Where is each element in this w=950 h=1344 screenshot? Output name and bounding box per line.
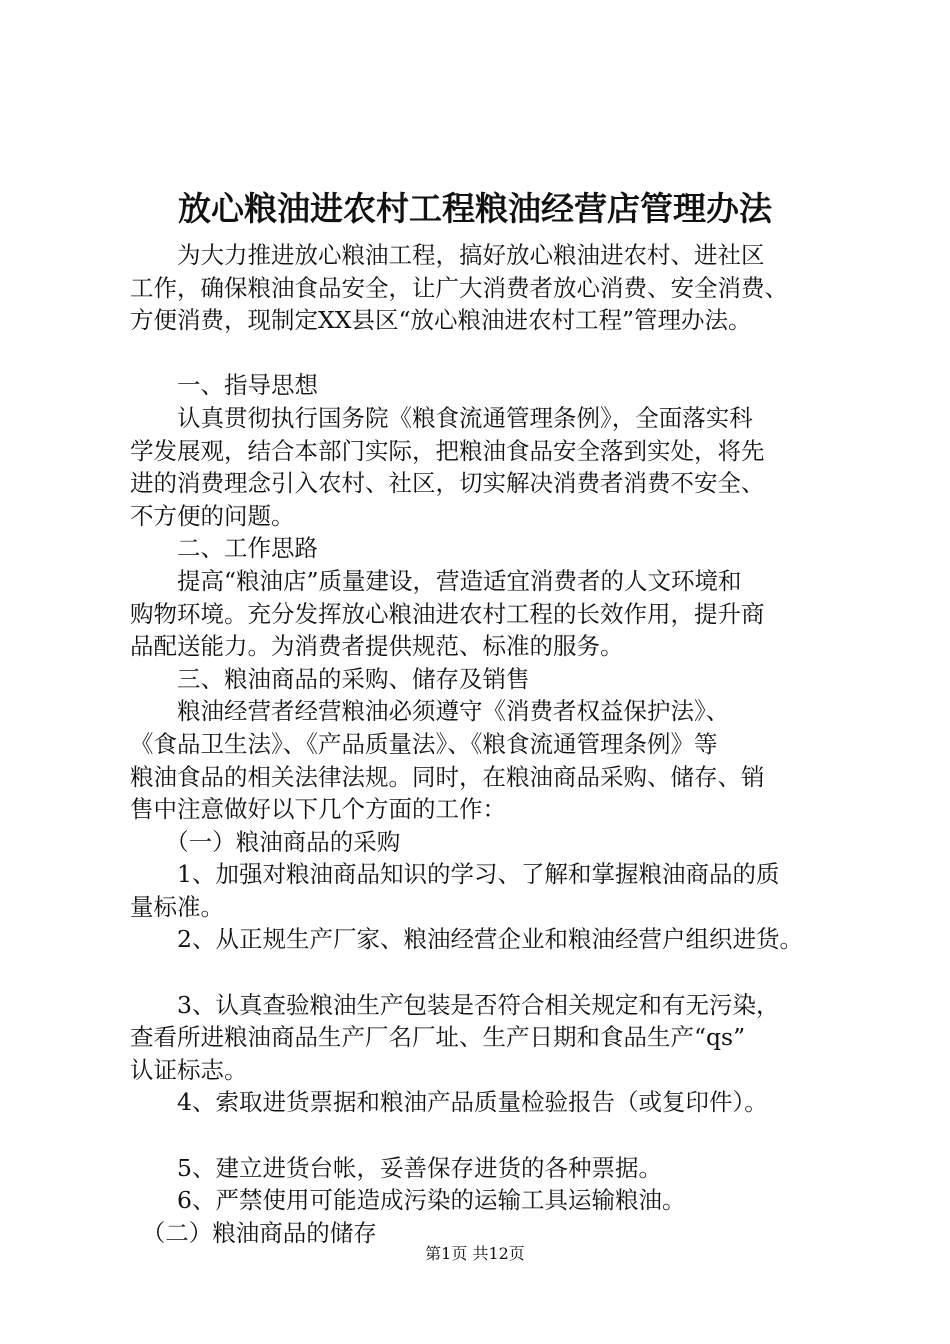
text-line: 粮油食品的相关法律法规。同时，在粮油商品采购、储存、销 — [130, 762, 765, 791]
text-line: 学发展观，结合本部门实际，把粮油食品安全落到实处，将先 — [130, 436, 765, 465]
text-line: 不方便的问题。 — [130, 501, 295, 530]
blank-line — [130, 337, 850, 370]
text-line: 2、从正规生产厂家、粮油经营企业和粮油经营户组织进货。 — [130, 925, 803, 954]
text-line: 购物环境。充分发挥放心粮油进农村工程的长效作用，提升商 — [130, 599, 765, 628]
text-line: 5、建立进货台帐，妥善保存进货的各种票据。 — [130, 1153, 662, 1182]
text-line: （一）粮油商品的采购 — [130, 827, 401, 856]
text-line: 4、索取进货票据和粮油产品质量检验报告（或复印件）。 — [130, 1088, 768, 1117]
text-line: 品配送能力。为消费者提供规范、标准的服务。 — [130, 632, 624, 661]
text-line: 进的消费理念引入农村、社区，切实解决消费者消费不安全、 — [130, 469, 765, 498]
text-line: 量标准。 — [130, 892, 224, 921]
text-line: 售中注意做好以下几个方面的工作： — [130, 795, 506, 824]
text-line: 三、粮油商品的采购、储存及销售 — [130, 664, 530, 693]
text-line: 为大力推进放心粮油工程，搞好放心粮油进农村、进社区 — [130, 241, 765, 269]
text-line: 粮油经营者经营粮油必须遵守《消费者权益保护法》、 — [130, 697, 730, 726]
text-line: （二）粮油商品的储存 — [130, 1218, 377, 1247]
blank-line — [130, 1119, 850, 1152]
text-line: 3、认真查验粮油生产包装是否符合相关规定和有无污染， — [130, 990, 780, 1019]
text-line: 1、加强对粮油商品知识的学习、了解和掌握粮油商品的质 — [130, 860, 780, 889]
text-line: 查看所进粮油商品生产厂名厂址、生产日期和食品生产“qs” — [130, 1023, 746, 1052]
text-line: 认证标志。 — [130, 1055, 248, 1084]
document-body — [130, 239, 850, 1249]
page-number: 第1页 共12页 — [425, 1244, 525, 1263]
text-line: 6、严禁使用可能造成污染的运输工具运输粮油。 — [130, 1186, 686, 1215]
document-title: 放心粮油进农村工程粮油经营店管理办法 — [178, 189, 772, 228]
text-line: 二、工作思路 — [130, 534, 318, 563]
text-line: 工作，确保粮油食品安全，让广大消费者放心消费、安全消费、 — [130, 273, 788, 302]
text-line: 一、指导思想 — [130, 371, 318, 400]
blank-line — [130, 956, 850, 989]
text-line: 方便消费，现制定XX县区“放心粮油进农村工程”管理办法。 — [130, 306, 752, 335]
text-line: 提高“粮油店”质量建设，营造适宜消费者的人文环境和 — [130, 566, 742, 595]
text-line: 《食品卫生法》、《产品质量法》、《粮食流通管理条例》等 — [130, 729, 718, 758]
text-line: 认真贯彻执行国务院《粮食流通管理条例》，全面落实科 — [130, 403, 753, 432]
